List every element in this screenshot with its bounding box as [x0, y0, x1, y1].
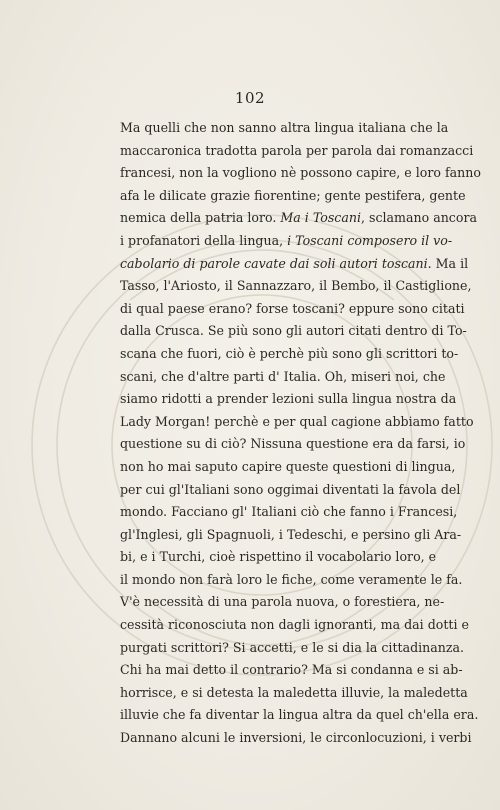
- text-segment: V'è necessità di una parola nuova, o forestiera, ne-: [120, 594, 445, 610]
- text-segment: Tasso, l'Ariosto, il Sannazzaro, il Bembo, il Castiglione,: [120, 278, 472, 294]
- text-segment: . Ma il: [427, 255, 469, 271]
- text-segment: scana che fuori, ciò è perchè più sono gli scrittori to-: [120, 345, 459, 361]
- text-line: [120, 275, 472, 298]
- text-segment: di qual paese erano? forse toscani? eppure sono citati: [120, 300, 465, 316]
- text-segment: nemica della patria loro.: [120, 210, 281, 226]
- text-line: [120, 637, 465, 660]
- page-number: 102: [234, 89, 266, 107]
- text-segment: non ho mai saputo capire queste questioni di lingua,: [120, 458, 456, 474]
- text-segment: bi, e i Turchi, cioè rispettino il vocabolario loro, e: [120, 549, 437, 565]
- text-line: [120, 366, 446, 389]
- text-segment: , sclamano ancora: [360, 210, 477, 226]
- text-segment: questione su di ciò? Nissuna questione era da farsi, io: [120, 436, 466, 452]
- text-segment: purgati scrittori? Si accetti, e le si dia la cittadinanza.: [120, 639, 465, 655]
- text-segment: siamo ridotti a prender lezioni sulla lingua nostra da: [120, 391, 457, 407]
- italic-text: i Toscani composero il vo-: [287, 232, 453, 248]
- text-segment: per cui gl'Italiani sono oggimai diventati la favola del: [120, 481, 461, 497]
- text-segment: horrisce, e si detesta la maledetta illuvie, la maledetta: [120, 684, 468, 700]
- text-line: [120, 230, 453, 253]
- text-line: [120, 185, 466, 208]
- italic-text: cabolario di parole cavate dai soli autori toscani: [120, 255, 428, 271]
- text-line: [120, 591, 445, 614]
- text-segment: Chi ha mai detto il contrario? Ma si condanna e si ab-: [120, 662, 463, 678]
- text-line: [120, 524, 462, 547]
- text-line: [120, 140, 474, 163]
- text-line: [120, 501, 458, 524]
- text-line: [120, 569, 463, 592]
- text-line: [120, 117, 449, 140]
- text-segment: Lady Morgan! perchè e per qual cagione abbiamo fatto: [120, 413, 474, 429]
- text-line: [120, 411, 474, 434]
- text-segment: il mondo non farà loro le fiche, come veramente le fa.: [120, 571, 463, 587]
- text-line: [120, 727, 472, 750]
- text-line: [120, 343, 459, 366]
- text-line: [120, 659, 463, 682]
- text-segment: i profanatori della lingua,: [120, 232, 288, 248]
- text-line: [120, 704, 479, 727]
- text-segment: afa le dilicate grazie fiorentine; gente pestifera, gente: [120, 187, 466, 203]
- text-segment: Ma quelli che non sanno altra lingua italiana che la: [120, 120, 449, 135]
- text-segment: dalla Crusca. Se più sono gli autori citati dentro di To-: [120, 323, 467, 339]
- text-line: [120, 253, 469, 276]
- text-segment: cessità riconosciuta non dagli ignoranti, ma dai dotti e: [120, 617, 469, 633]
- italic-text: Ma i Toscani: [280, 210, 361, 226]
- text-line: [120, 162, 481, 185]
- text-segment: Dannano alcuni le inversioni, le circonlocuzioni, i verbi: [120, 730, 472, 746]
- text-line: [120, 388, 457, 411]
- text-segment: francesi, non la vogliono nè possono capire, e loro fanno: [120, 165, 481, 181]
- text-line: [120, 479, 461, 502]
- text-segment: illuvie che fa diventar la lingua altra da quel ch'ella era.: [120, 707, 479, 723]
- text-line: [120, 298, 465, 321]
- text-line: [120, 614, 469, 637]
- body-text: [120, 117, 481, 750]
- text-segment: gl'Inglesi, gli Spagnuoli, i Tedeschi, e persino gli Ara-: [120, 526, 462, 542]
- text-line: [120, 320, 467, 343]
- text-line: [120, 682, 468, 705]
- text-line: [120, 546, 437, 569]
- text-line: [120, 456, 456, 479]
- text-segment: maccaronica tradotta parola per parola dai romanzacci: [120, 142, 474, 158]
- text-segment: mondo. Facciano gl' Italiani ciò che fanno i Francesi,: [120, 504, 458, 520]
- text-line: [120, 433, 466, 456]
- text-segment: scani, che d'altre parti d' Italia. Oh, miseri noi, che: [120, 368, 446, 384]
- text-line: [120, 207, 477, 230]
